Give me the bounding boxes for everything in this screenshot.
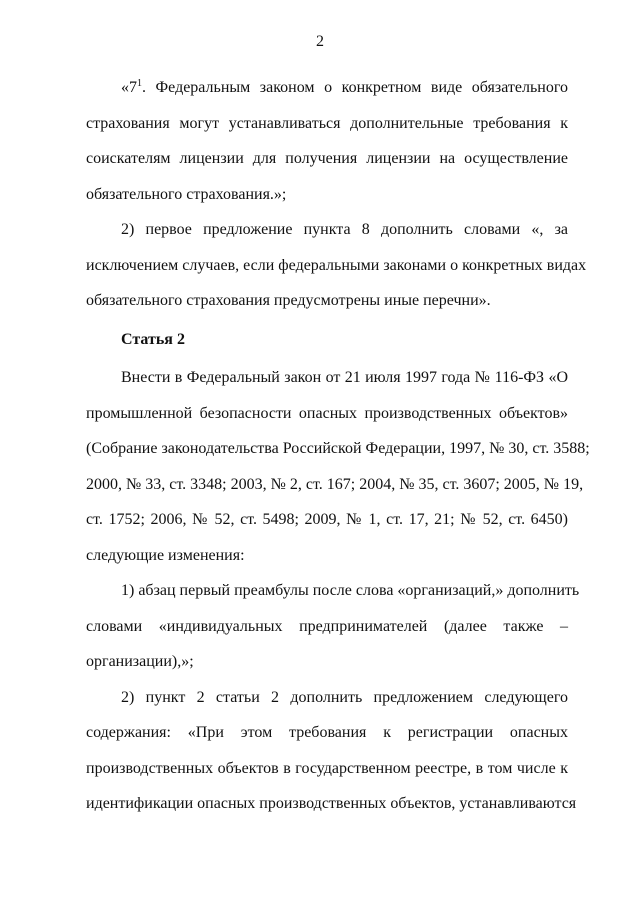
article-2-item-1 [86,573,580,680]
article-2-intro [86,360,590,573]
text-line: словами «индивидуальных предпринимателей (далее также – [86,617,568,635]
text-line: соискателям лицензии для получения лицензии на осуществление [86,150,568,167]
text-line: организации),»; [86,653,194,670]
text-line: исключением случаев, если федеральными законами о конкретных видах [86,256,587,274]
text-line: ст. 1752; 2006, № 52, ст. 5498; 2009, № 1, ст. 17, 21; № 52, ст. 6450) [86,511,568,528]
text-line: 2) пункт 2 статьи 2 дополнить предложением следующего [121,688,568,706]
document-body [86,70,590,822]
text-line: содержания: «При этом требования к регистрации опасных [86,724,568,741]
text-line: Внести в Федеральный закон от 21 июля 1997 года № 116-ФЗ «О [121,369,568,386]
text-line: промышленной безопасности опасных производственных объектов» [86,404,568,422]
text-line: 1) абзац первый преамбулы после слова «организаций,» дополнить [121,582,580,599]
text-line: следующие изменения: [86,546,245,564]
text-line: страхования могут устанавливаться дополнительные требования к [86,114,568,132]
paragraph-7-1 [86,70,568,212]
article-2-item-2 [86,680,577,822]
article-heading: Статья 2 [121,330,185,348]
text-line: 2000, № 33, ст. 3348; 2003, № 2, ст. 167; 2004, № 35, ст. 3607; 2005, № 19, [86,475,584,493]
page-number: 2 [316,33,324,50]
text-line: идентификации опасных производственных объектов, устанавливаются [86,795,577,812]
superscript: 1 [137,78,142,89]
text-line: производственных объектов в государственном реестре, в том числе к [86,759,568,777]
text-line: (Собрание законодательства Российской Федерации, 1997, № 30, ст. 3588; [86,440,590,457]
text-line: обязательного страхования предусмотрены иные перечни». [86,292,491,309]
paragraph-item-2 [86,212,587,319]
text-line: «$7^1$. Федеральным законом о конкретном виде обязательного [121,78,569,96]
text-line: 2) первое предложение пункта 8 дополнить словами «, за [121,221,568,238]
text-line: обязательного страхования.»; [86,185,287,203]
